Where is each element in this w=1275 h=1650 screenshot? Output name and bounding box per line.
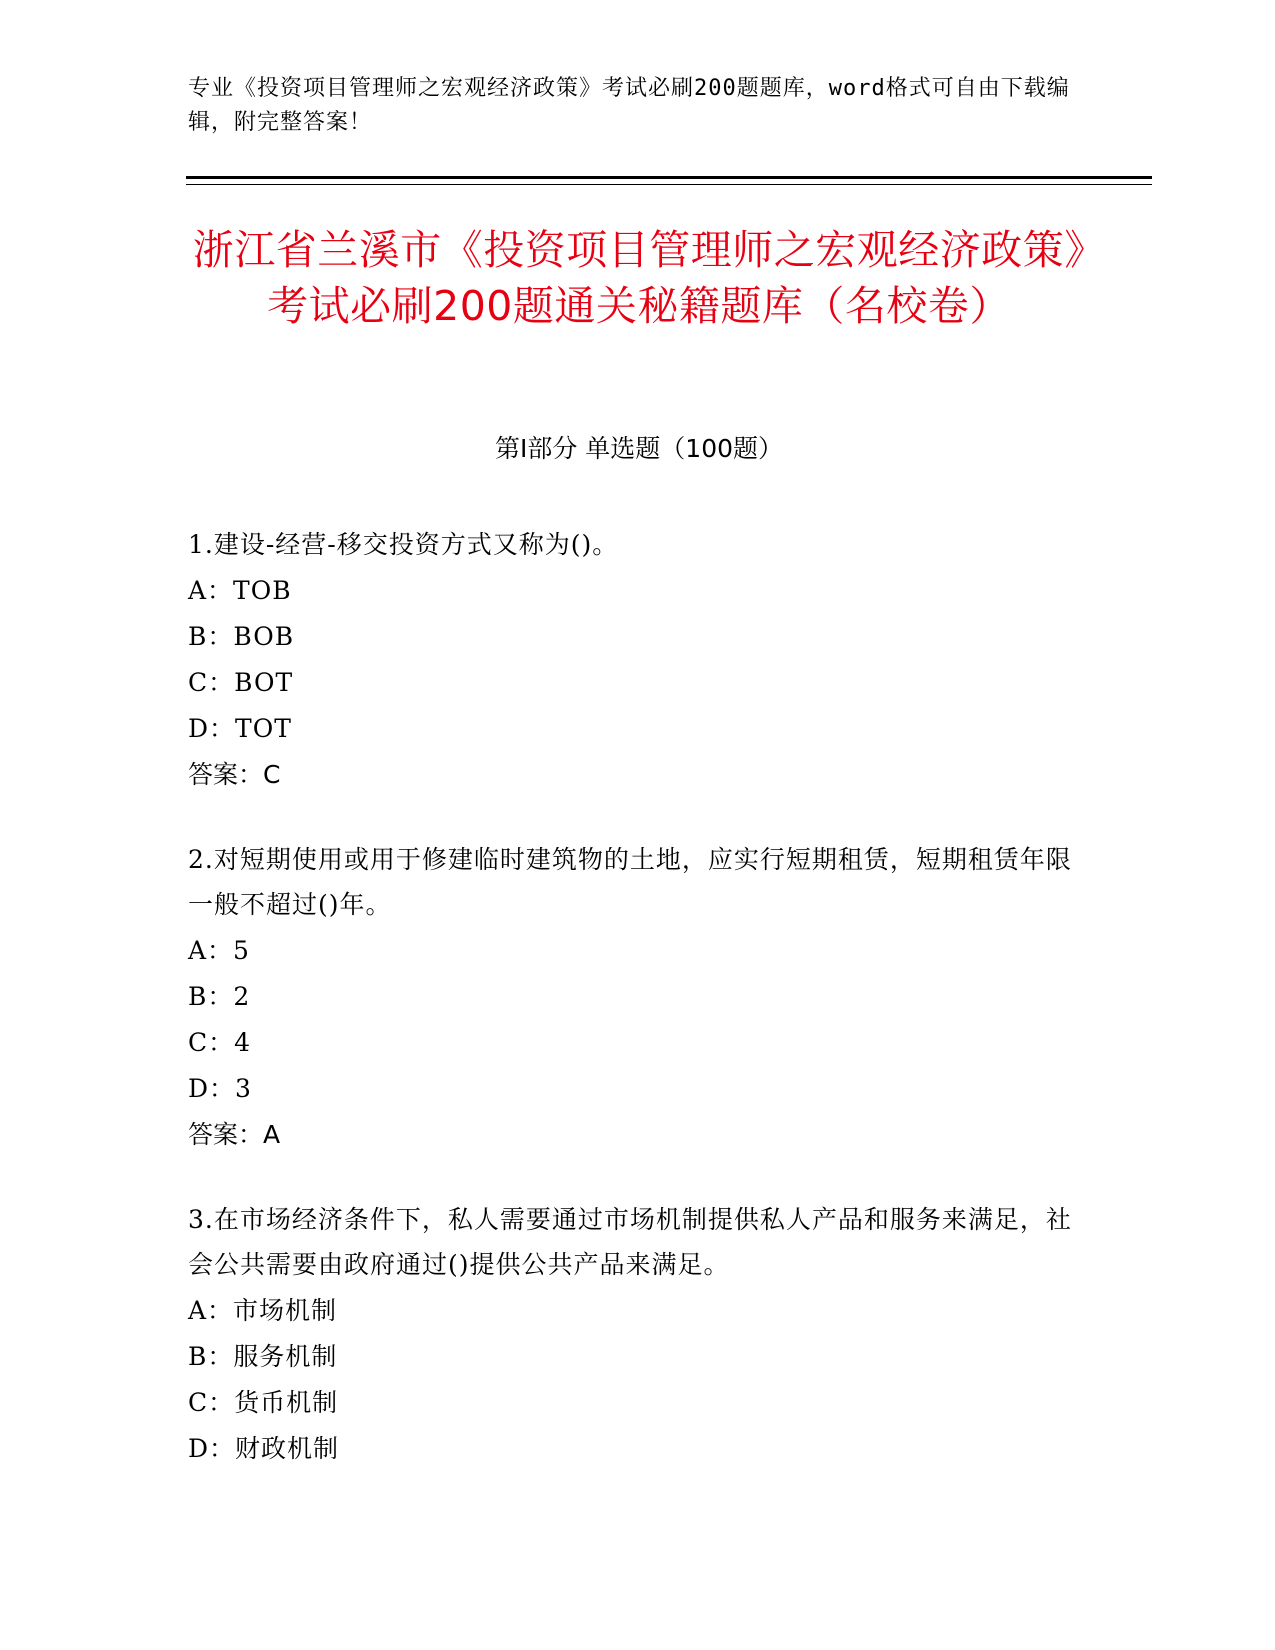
answer-value: A [263, 1120, 281, 1149]
option-b: B：服务机制 [188, 1342, 338, 1371]
answer-label: 答案： [188, 760, 264, 789]
option-a: A：TOB [188, 576, 292, 605]
question-2 [188, 837, 1088, 1158]
section-heading: 第I部分 单选题（100题） [494, 434, 784, 463]
option-b: B：2 [188, 982, 251, 1011]
option-d: D：3 [188, 1074, 252, 1103]
question-3 [188, 1197, 1088, 1472]
option-b: B：BOB [188, 622, 295, 651]
option-a: A：市场机制 [188, 1296, 338, 1325]
option-d: D：TOT [188, 714, 292, 743]
option-c: C：4 [188, 1028, 252, 1057]
question-list [188, 522, 1088, 1511]
document-title: 浙江省兰溪市《投资项目管理师之宏观经济政策》考试必刷200题通关秘籍题库（名校卷） [192, 226, 1086, 330]
question-stem: 3.在市场经济条件下，私人需要通过市场机制提供私人产品和服务来满足，社会公共需要由政府通过()提供公共产品来满足。 [188, 1205, 1072, 1279]
option-c: C：BOT [188, 668, 294, 697]
header-note: 专业《投资项目管理师之宏观经济政策》考试必刷200题题库，word格式可自由下载编辑，附完整答案！ [188, 76, 1070, 135]
answer-value: C [263, 760, 281, 789]
option-a: A：5 [188, 936, 250, 965]
option-c: C：货币机制 [188, 1388, 339, 1417]
option-d: D：财政机制 [188, 1434, 340, 1463]
question-stem: 2.对短期使用或用于修建临时建筑物的土地，应实行短期租赁，短期租赁年限一般不超过()年。 [188, 845, 1072, 919]
answer-line [188, 1112, 1088, 1158]
header-rule-thin [186, 184, 1152, 185]
answer-line [188, 752, 1088, 798]
question-1 [188, 522, 1088, 798]
question-stem: 1.建设-经营-移交投资方式又称为()。 [188, 530, 619, 559]
answer-label: 答案： [188, 1120, 264, 1149]
header-rule-thick [186, 176, 1152, 179]
